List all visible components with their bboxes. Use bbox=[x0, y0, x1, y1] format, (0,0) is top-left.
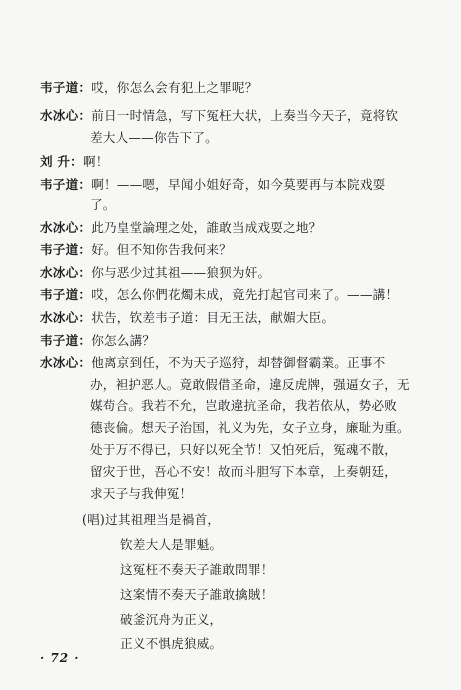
dialogue-line bbox=[40, 311, 334, 325]
speaker-label: 水冰心： bbox=[40, 108, 92, 123]
dialogue-line bbox=[40, 243, 232, 257]
dialogue-line bbox=[40, 155, 109, 169]
speaker-label: 水冰心： bbox=[40, 265, 92, 280]
line-text: 了。 bbox=[90, 197, 116, 212]
line-text: 破釜沉舟为正义， bbox=[120, 612, 223, 627]
line-text: 差大人——你告下了。 bbox=[90, 130, 218, 145]
speaker-label: 韦子道： bbox=[40, 80, 92, 95]
line-text: 哎，你怎么会有犯上之罪呢？ bbox=[91, 80, 258, 95]
song-line bbox=[82, 513, 220, 527]
line-text: 留灾于世，吾心不安！故而斗胆写下本章，上奏朝廷， bbox=[90, 464, 398, 479]
line-text: 你怎么講？ bbox=[91, 333, 156, 348]
song-line bbox=[120, 563, 274, 577]
dialogue-line-continuation bbox=[90, 131, 218, 145]
line-text: (唱)过其祖理当是禍首， bbox=[82, 512, 221, 527]
dialogue-line bbox=[40, 221, 321, 235]
speaker-label: 水冰心： bbox=[40, 355, 92, 370]
line-text: 啊！ bbox=[82, 154, 109, 169]
song-line bbox=[120, 613, 222, 627]
speaker-label: 韦子道： bbox=[40, 177, 92, 192]
dialogue-line bbox=[40, 356, 385, 370]
speaker-label: 韦子道： bbox=[40, 333, 92, 348]
dialogue-line-continuation bbox=[90, 378, 410, 392]
song-line bbox=[120, 637, 222, 651]
dialogue-line bbox=[40, 109, 398, 123]
dialogue-line bbox=[40, 288, 398, 302]
dialogue-line-continuation bbox=[90, 198, 116, 212]
dialogue-line bbox=[40, 334, 155, 348]
dialogue-line-continuation bbox=[90, 465, 397, 479]
line-text: 求天子与我伸冤！ bbox=[90, 486, 193, 501]
song-line bbox=[120, 588, 274, 602]
line-text: 你与恶少过其祖——狼狈为奸。 bbox=[91, 265, 271, 280]
line-text: 前日一时情急，写下冤枉大状，上奏当今天子，竟将钦 bbox=[91, 108, 399, 123]
dialogue-line-continuation bbox=[90, 443, 397, 457]
line-text: 他离京到任，不为天子巡狩，却替御督霸業。正事不 bbox=[91, 355, 386, 370]
dialogue-line-continuation bbox=[90, 399, 397, 413]
dialogue-line-continuation bbox=[90, 421, 410, 435]
dialogue-line-continuation bbox=[90, 487, 192, 501]
dialogue-line bbox=[40, 178, 385, 192]
line-text: 此乃皇堂論理之处，誰敢当成戏耍之地？ bbox=[91, 220, 322, 235]
line-text: 德丧倫。想天子治国，礼义为先，女子立身，廉耻为重。 bbox=[90, 420, 410, 435]
line-text: 哎，怎么你們花燭未成，竟先打起官司来了。——講！ bbox=[91, 287, 399, 302]
speaker-label: 韦子道： bbox=[40, 242, 92, 257]
line-text: 办，袒护恶人。竟敢假借圣命，違反虎牌，强逼女子，无 bbox=[90, 377, 410, 392]
line-text: 好。但不知你告我何来？ bbox=[91, 242, 232, 257]
speaker-label: 水冰心： bbox=[40, 220, 92, 235]
dialogue-line bbox=[40, 266, 270, 280]
speaker-label: 刘 升： bbox=[40, 154, 83, 169]
line-text: 状告，钦差韦子道：目无王法，献媚大臣。 bbox=[91, 310, 335, 325]
line-text: 媒苟合。我若不允，岂敢違抗圣命，我若依从，势必败 bbox=[90, 398, 398, 413]
line-text: 这冤枉不奏天子誰敢問罪！ bbox=[120, 562, 274, 577]
line-text: 处于万不得已，只好以死全节！又怕死后，冤魂不散， bbox=[90, 442, 398, 457]
speaker-label: 水冰心： bbox=[40, 310, 92, 325]
line-text: 正义不惧虎狼威。 bbox=[120, 636, 223, 651]
line-text: 钦差大人是罪魁。 bbox=[120, 537, 223, 552]
speaker-label: 韦子道： bbox=[40, 287, 92, 302]
song-line bbox=[120, 538, 222, 552]
line-text: 啊！——嗯，早闻小姐好奇，如今莫要再与本院戏耍 bbox=[91, 177, 386, 192]
line-text: 这案情不奏天子誰敢擒賊！ bbox=[120, 587, 274, 602]
dialogue-line bbox=[40, 81, 258, 95]
page-number: · 72 · bbox=[40, 651, 80, 665]
